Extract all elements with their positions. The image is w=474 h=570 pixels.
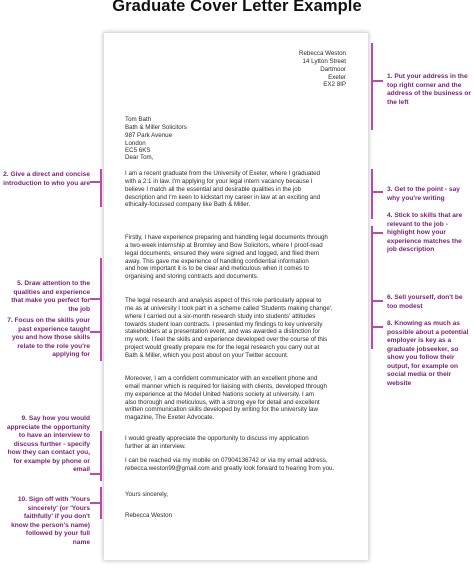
paragraph-communication: Moreover, I am a confident communicator with an excellent phone and email manner which is required for liaising with clients, developed through my experience at the Model United Nations society at university. I am also thorough and meticulous, with a strong eye for detail and excellent written communication skills developed by writing for the university law magazine, The Exeter Advocate. <box>125 375 327 422</box>
annotation-3: 3. Get to the point - say why you're writing <box>387 186 460 202</box>
bracket-4-tick <box>371 232 383 234</box>
annotation-4: 4. Stick to skills that are relevant to the job - highlight how your experience matches the job description <box>387 212 463 253</box>
paragraph-interview: I would greatly appreciate the opportunity to discuss my application further at an interview. <box>125 435 309 450</box>
annotation-1: 1. Put your address in the top right corner and the address of the business or the left <box>387 73 471 106</box>
annotation-6: 6. Sell yourself, don't be too modest <box>387 294 463 310</box>
bracket-1 <box>371 43 373 130</box>
letter-page <box>104 33 368 560</box>
paragraph-research: The legal research and analysis aspect of this role particularly appeal to me as at university I took part in a scheme called 'Students making change', where I carried out a six-month research study into students' attitudes towards student loan contracts. I presented my findings to key university stakeholders at a presentation event, and was awarded a distinction for my work. I feel the skills and experience developed over the course of this project would greatly prepare me for the legal research you carry out at Bath & Miller, which you post about on your Twitter account. <box>125 297 333 359</box>
paragraph-experience: Firstly, I have experience preparing and handling legal documents through a two-week internship at Bromley and Bow Solicitors, where I proof-read legal documents, ensured they were signed and logged, and filed them away. This gave me experience of handling confidential information and how important it is to be clear and meticulous when it comes to organising and storing contracts and documents. <box>125 234 328 281</box>
bracket-10-tick <box>90 502 102 504</box>
bracket-8-tick <box>371 326 383 328</box>
annotation-9: 9. Say how you would appreciate the opportunity to have an interview to discuss further - specify how they can contact you, for example by phone or email <box>6 415 90 473</box>
paragraph-intro: I am a recent graduate from the University of Exeter, where I graduated with a 2:1 in law. I'm applying for your legal intern vacancy because I believe I match all the essential and desirable qualities in the job description and I'm keen to kickstart my career in law at an exciting and ethically-focussed company like Bath & Miller. <box>125 170 321 209</box>
annotation-2: 2. Give a direct and concise introduction to who you are <box>3 171 90 187</box>
bracket-2-tick <box>90 181 102 183</box>
recipient-address: Tom Bath Bath & Miller Solicitors 987 Park Avenue London EC5 6KS <box>125 116 187 155</box>
greeting: Dear Tom, <box>125 154 154 161</box>
bracket-4 <box>371 226 373 284</box>
bracket-7 <box>100 296 102 361</box>
closing: Yours sincerely, <box>125 491 168 498</box>
sender-address: Rebecca Weston 14 Lytton Street Dartmoor Exeter EX2 8IP <box>298 50 346 89</box>
bracket-3 <box>371 169 373 219</box>
annotation-7: 7. Focus on the skills your past experience taught you and how those skills relate to the role you're applying for <box>7 317 90 358</box>
annotation-8: 8. Knowing as much as possible about a potential employer is key as a graduate jobseeker, so show you follow their output, for example on social media or their website <box>387 320 469 387</box>
annotation-5: 5. Draw attention to the qualities and experience that make you perfect for the job <box>11 280 90 313</box>
paragraph-contact: I can be reached via my mobile on 07904136742 or via my email address, rebecca.weston99@gmail.com and greatly look forward to hearing from you. <box>125 457 335 472</box>
page-title: Graduate Cover Letter Example <box>112 0 362 15</box>
bracket-7-tick <box>90 331 102 333</box>
bracket-1-tick <box>371 80 383 82</box>
bracket-9-tick <box>90 473 102 475</box>
bracket-6-tick <box>371 300 383 302</box>
signature: Rebecca Weston <box>125 512 173 519</box>
bracket-2 <box>100 169 102 207</box>
annotation-10: 10. Sign off with 'Yours sincerely' (or 'Yours faithfully' if you don't know the person's name) followed by your full name <box>11 496 90 546</box>
bracket-3-tick <box>371 191 383 193</box>
